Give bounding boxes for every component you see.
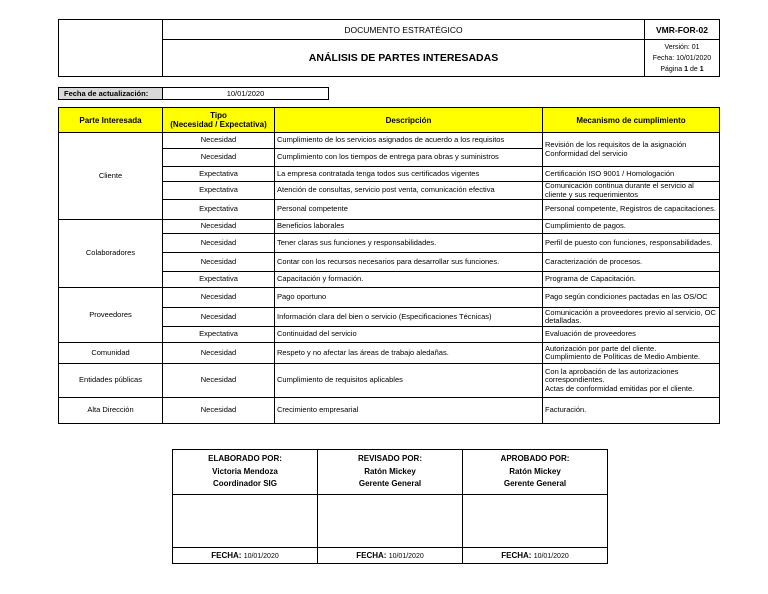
signature-role: REVISADO POR: [357,454,422,463]
signature-name: Ratón Mickey [509,466,561,476]
signature-name: Ratón Mickey [364,466,416,476]
document-header [58,19,720,77]
party-cell: Cliente [59,133,163,220]
mechanism-cell: Perfil de puesto con funciones, responsabilidades. [543,234,720,253]
type-cell: Expectativa [163,167,275,182]
description-cell: Beneficios laborales [275,220,543,234]
type-cell: Necesidad [163,364,275,398]
signature-elaborated [173,450,318,495]
type-cell: Necesidad [163,398,275,424]
table-row [59,364,720,398]
mechanism-cell: Comunicación a proveedores previo al servicio, OC detalladas. [543,308,720,327]
signature-role: APROBADO POR: [500,454,570,463]
signature-reviewed [318,450,463,495]
party-cell: Entidades públicas [59,364,163,398]
table-row [59,343,720,364]
table-row [59,398,720,424]
mechanism-cell: Comunicación continua durante el servicio al cliente y sus requerimientos [543,182,720,200]
mechanism-cell: Con la aprobación de las autorizaciones correspondientes. Actas de conformidad emitidas por el cliente. [543,364,720,398]
description-cell: Crecimiento empresarial [275,398,543,424]
description-cell: Información clara del bien o servicio (Especificaciones Técnicas) [275,308,543,327]
signature-date-label: FECHA: [211,551,242,560]
update-date-table [58,87,329,100]
date-text: Fecha: 10/01/2020 [652,54,712,62]
document-meta [645,40,720,77]
description-cell: Cumplimiento de requisitos aplicables [275,364,543,398]
signature-date [173,548,318,564]
header-description: Descripción [275,108,543,133]
type-cell: Necesidad [163,149,275,167]
document-title: ANÁLISIS DE PARTES INTERESADAS [163,40,645,77]
page-mid: de [688,65,700,73]
update-date-label: Fecha de actualización: [59,88,163,100]
description-cell: Contar con los recursos necesarios para desarrollar sus funciones. [275,253,543,272]
type-cell: Expectativa [163,327,275,343]
header-type-line2: (Necesidad / Expectativa) [170,120,267,129]
table-row [59,288,720,308]
description-cell: Personal competente [275,200,543,220]
header-type [163,108,275,133]
signature-date-label: FECHA: [501,551,532,560]
mechanism-cell: Pago según condiciones pactadas en las OS/OC [543,288,720,308]
signature-position: Coordinador SIG [213,479,277,488]
page-number: 1 [684,65,689,73]
page-total: 1 [699,65,704,73]
mechanism-cell: Revisión de los requisitos de la asignación Conformidad del servicio [543,133,720,167]
type-cell: Necesidad [163,253,275,272]
mechanism-cell: Personal competente, Registros de capacitaciones. [543,200,720,220]
signature-date [463,548,608,564]
description-cell: Cumplimiento con los tiempos de entrega para obras y suministros [275,149,543,167]
description-cell: Pago oportuno [275,288,543,308]
party-cell: Colaboradores [59,220,163,288]
description-cell: La empresa contratada tenga todos sus certificados vigentes [275,167,543,182]
header-party: Parte Interesada [59,108,163,133]
description-cell: Continuidad del servicio [275,327,543,343]
signature-position: Gerente General [503,479,567,488]
party-cell: Alta Dirección [59,398,163,424]
page-prefix: Página [660,65,685,73]
mechanism-cell: Caracterización de procesos. [543,253,720,272]
signature-name: Victoria Mendoza [212,466,278,476]
mechanism-cell: Certificación ISO 9001 / Homologación [543,167,720,182]
signature-approved [463,450,608,495]
type-cell: Necesidad [163,343,275,364]
header-type-line1: Tipo [210,111,227,120]
description-cell: Respeto y no afectar las áreas de trabajo aledañas. [275,343,543,364]
signature-space [463,495,608,548]
signature-date-value: 10/01/2020 [388,553,424,560]
type-cell: Necesidad [163,133,275,149]
type-cell: Expectativa [163,272,275,288]
table-row [59,220,720,234]
type-cell: Expectativa [163,200,275,220]
stakeholders-table [58,107,720,424]
description-cell: Cumplimiento de los servicios asignados de acuerdo a los requisitos [275,133,543,149]
mechanism-cell: Facturación. [543,398,720,424]
description-cell: Tener claras sus funciones y responsabilidades. [275,234,543,253]
mechanism-cell: Programa de Capacitación. [543,272,720,288]
signature-date [318,548,463,564]
mechanism-cell: Cumplimiento de pagos. [543,220,720,234]
mechanism-cell: Autorización por parte del cliente. Cumplimiento de Políticas de Medio Ambiente. [543,343,720,364]
signature-date-value: 10/01/2020 [243,553,279,560]
signature-date-label: FECHA: [356,551,387,560]
signature-role: ELABORADO POR: [208,454,282,463]
document-type: DOCUMENTO ESTRATÉGICO [163,20,645,40]
party-cell: Proveedores [59,288,163,343]
update-date-value: 10/01/2020 [163,88,329,100]
signature-position: Gerente General [358,479,422,488]
description-cell: Capacitación y formación. [275,272,543,288]
type-cell: Necesidad [163,234,275,253]
table-header-row [59,108,720,133]
table-row [59,133,720,149]
signature-space [173,495,318,548]
type-cell: Necesidad [163,288,275,308]
signature-space [318,495,463,548]
signature-table [172,449,608,564]
type-cell: Expectativa [163,182,275,200]
logo-cell [59,20,163,77]
document-code: VMR-FOR-02 [645,20,720,40]
type-cell: Necesidad [163,220,275,234]
page-text [645,64,719,75]
version-text: Versión: 01 [664,43,700,51]
description-cell: Atención de consultas, servicio post venta, comunicación efectiva [275,182,543,200]
mechanism-cell: Evaluación de proveedores [543,327,720,343]
signature-date-value: 10/01/2020 [533,553,569,560]
party-cell: Comunidad [59,343,163,364]
type-cell: Necesidad [163,308,275,327]
header-mechanism: Mecanismo de cumplimiento [543,108,720,133]
